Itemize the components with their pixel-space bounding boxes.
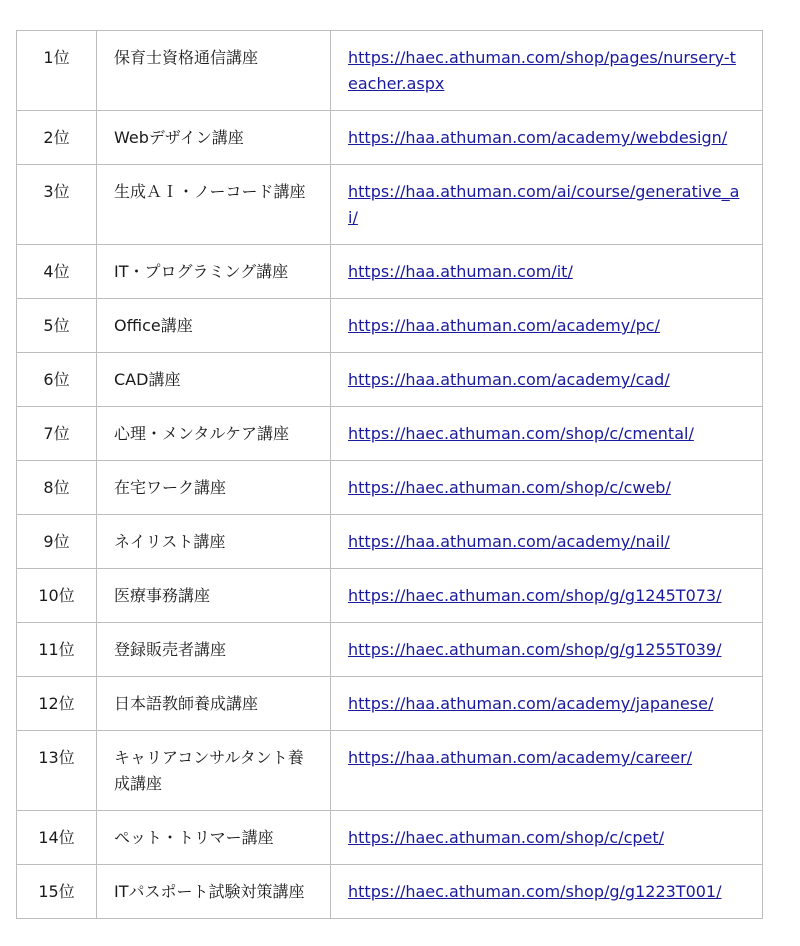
url-cell — [331, 677, 763, 731]
table-row — [17, 299, 763, 353]
table-row — [17, 811, 763, 865]
url-cell — [331, 245, 763, 299]
course-name-cell: 生成ＡＩ・ノーコード講座 — [97, 165, 331, 245]
course-link[interactable]: https://haa.athuman.com/academy/career/ — [348, 748, 693, 767]
course-name-cell: Webデザイン講座 — [97, 111, 331, 165]
course-name-cell: 心理・メンタルケア講座 — [97, 407, 331, 461]
course-link[interactable]: https://haec.athuman.com/shop/g/g1245T073/ — [348, 586, 722, 605]
course-name-cell: IT・プログラミング講座 — [97, 245, 331, 299]
course-name-cell: ペット・トリマー講座 — [97, 811, 331, 865]
table-row — [17, 731, 763, 811]
course-name-cell: 医療事務講座 — [97, 569, 331, 623]
course-link[interactable]: https://haec.athuman.com/shop/g/g1255T039/ — [348, 640, 722, 659]
table-row — [17, 569, 763, 623]
url-cell — [331, 407, 763, 461]
rank-cell: 8位 — [17, 461, 97, 515]
course-link[interactable]: https://haa.athuman.com/academy/japanese/ — [348, 694, 714, 713]
table-row — [17, 165, 763, 245]
rank-cell: 12位 — [17, 677, 97, 731]
table-row — [17, 245, 763, 299]
course-name-cell: 日本語教師養成講座 — [97, 677, 331, 731]
course-link[interactable]: https://haec.athuman.com/shop/g/g1223T001/ — [348, 882, 722, 901]
course-link[interactable]: https://haa.athuman.com/academy/nail/ — [348, 532, 670, 551]
course-name-cell: ネイリスト講座 — [97, 515, 331, 569]
url-cell — [331, 299, 763, 353]
course-name-cell: ITパスポート試験対策講座 — [97, 865, 331, 919]
rank-cell: 10位 — [17, 569, 97, 623]
rank-cell: 11位 — [17, 623, 97, 677]
rank-cell: 2位 — [17, 111, 97, 165]
url-cell — [331, 165, 763, 245]
course-link[interactable]: https://haa.athuman.com/it/ — [348, 262, 573, 281]
table-row — [17, 515, 763, 569]
rank-cell: 3位 — [17, 165, 97, 245]
course-link[interactable]: https://haec.athuman.com/shop/c/cpet/ — [348, 828, 665, 847]
url-cell — [331, 811, 763, 865]
course-link[interactable]: https://haa.athuman.com/academy/webdesign/ — [348, 128, 728, 147]
url-cell — [331, 569, 763, 623]
course-name-cell: 在宅ワーク講座 — [97, 461, 331, 515]
table-row — [17, 111, 763, 165]
url-cell — [331, 865, 763, 919]
course-name-cell: キャリアコンサルタント養成講座 — [97, 731, 331, 811]
course-link[interactable]: https://haec.athuman.com/shop/c/cmental/ — [348, 424, 694, 443]
table-row — [17, 353, 763, 407]
rank-cell: 9位 — [17, 515, 97, 569]
url-cell — [331, 515, 763, 569]
rank-cell: 4位 — [17, 245, 97, 299]
table-row — [17, 461, 763, 515]
rank-cell: 7位 — [17, 407, 97, 461]
course-link[interactable]: https://haa.athuman.com/ai/course/generative_ai/ — [348, 182, 740, 227]
course-ranking-table — [16, 30, 763, 919]
table-row — [17, 623, 763, 677]
table-row — [17, 677, 763, 731]
url-cell — [331, 353, 763, 407]
course-link[interactable]: https://haec.athuman.com/shop/pages/nursery-teacher.aspx — [348, 48, 736, 93]
rank-cell: 15位 — [17, 865, 97, 919]
course-table-body — [17, 31, 763, 919]
table-row — [17, 407, 763, 461]
course-name-cell: Office講座 — [97, 299, 331, 353]
url-cell — [331, 111, 763, 165]
course-link[interactable]: https://haec.athuman.com/shop/c/cweb/ — [348, 478, 671, 497]
course-link[interactable]: https://haa.athuman.com/academy/pc/ — [348, 316, 660, 335]
course-link[interactable]: https://haa.athuman.com/academy/cad/ — [348, 370, 670, 389]
url-cell — [331, 623, 763, 677]
course-name-cell: 保育士資格通信講座 — [97, 31, 331, 111]
table-row — [17, 865, 763, 919]
rank-cell: 1位 — [17, 31, 97, 111]
rank-cell: 13位 — [17, 731, 97, 811]
rank-cell: 14位 — [17, 811, 97, 865]
course-name-cell: 登録販売者講座 — [97, 623, 331, 677]
url-cell — [331, 31, 763, 111]
url-cell — [331, 731, 763, 811]
rank-cell: 6位 — [17, 353, 97, 407]
rank-cell: 5位 — [17, 299, 97, 353]
table-row — [17, 31, 763, 111]
url-cell — [331, 461, 763, 515]
course-name-cell: CAD講座 — [97, 353, 331, 407]
